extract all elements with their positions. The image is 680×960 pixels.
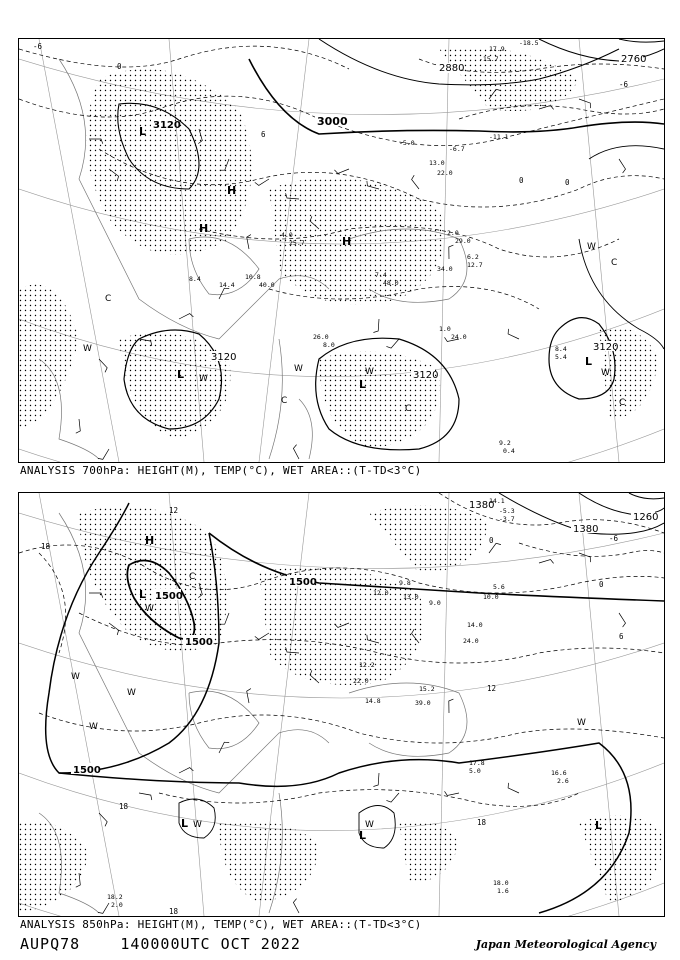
station-value: 5.6 bbox=[493, 583, 505, 591]
station-value: 2.0 bbox=[447, 229, 459, 237]
wind-barb bbox=[255, 633, 269, 639]
station-value: 22.0 bbox=[353, 677, 369, 685]
station-value: 24.0 bbox=[451, 333, 467, 341]
station-value: 12.0 bbox=[373, 589, 389, 597]
high-center: H bbox=[227, 184, 237, 197]
contour-label: 1500 bbox=[185, 637, 213, 648]
contour-label: 3120 bbox=[153, 120, 181, 131]
station-value: 14.4 bbox=[219, 281, 235, 289]
wind-barb bbox=[109, 623, 119, 635]
station-value: 14.8 bbox=[365, 697, 381, 705]
station-value: 16.6 bbox=[551, 769, 567, 777]
contour-label: 2880 bbox=[439, 63, 465, 74]
wind-barb bbox=[293, 445, 299, 459]
low-center: L bbox=[181, 817, 189, 830]
station-value: 40.0 bbox=[259, 281, 275, 289]
wind-barb bbox=[373, 773, 379, 787]
station-value: 9.8 bbox=[399, 579, 411, 587]
station-value: 10.8 bbox=[245, 273, 261, 281]
station-value: 14.0 bbox=[467, 621, 483, 629]
isotherm-label: 12 bbox=[169, 506, 179, 515]
station-value: 39.0 bbox=[415, 699, 431, 707]
warm-center: W bbox=[365, 820, 374, 830]
station-value: 8.0 bbox=[323, 341, 335, 349]
station-value: 34.0 bbox=[437, 265, 453, 273]
wind-barb bbox=[98, 903, 109, 913]
isotherm-label: -6 bbox=[609, 534, 619, 543]
station-value: 15.2 bbox=[419, 685, 435, 693]
wind-barb bbox=[445, 791, 460, 795]
isotherm-label: 0 bbox=[599, 580, 604, 589]
wind-barb bbox=[508, 329, 519, 339]
station-value: 13.0 bbox=[429, 159, 445, 167]
station-value: -5.0 bbox=[399, 139, 415, 147]
map-700hpa-svg bbox=[19, 39, 664, 462]
wind-barb bbox=[508, 783, 519, 793]
wind-barb bbox=[619, 613, 626, 627]
isotherm-label: 0 bbox=[489, 536, 494, 545]
isotherm-label: 18 bbox=[41, 542, 51, 551]
wind-barb bbox=[247, 689, 251, 703]
station-value: 4.0 bbox=[281, 231, 293, 239]
station-value: -6.7 bbox=[449, 145, 465, 153]
station-value: -15.7 bbox=[479, 55, 499, 63]
low-center: L bbox=[359, 378, 367, 391]
isotherm-label: -6 bbox=[33, 42, 43, 51]
station-value: 25.7 bbox=[289, 239, 305, 247]
wet-area bbox=[19, 505, 664, 913]
contour-label: 1500 bbox=[155, 591, 183, 602]
wind-barb bbox=[334, 169, 349, 174]
high-center: H bbox=[342, 235, 352, 248]
low-center: L bbox=[585, 355, 593, 368]
low-center: L bbox=[177, 368, 185, 381]
station-value: 14.1 bbox=[489, 497, 505, 505]
isotherm-label: -6 bbox=[619, 80, 629, 89]
cold-center: C bbox=[105, 294, 112, 304]
map-panel-850hpa bbox=[18, 492, 665, 917]
high-center: H bbox=[145, 534, 155, 547]
contour-label: 3120 bbox=[593, 342, 619, 353]
low-center: L bbox=[139, 125, 147, 138]
station-value: 1.0 bbox=[439, 325, 451, 333]
chart-identifier bbox=[20, 935, 301, 953]
station-value: 12.7 bbox=[467, 261, 483, 269]
low-center: L bbox=[359, 829, 367, 842]
wind-barb bbox=[386, 793, 399, 802]
station-value: 6.2 bbox=[467, 253, 479, 261]
station-value: 0.4 bbox=[503, 447, 515, 455]
station-value: 2.6 bbox=[557, 777, 569, 785]
isotherm-label: 18 bbox=[169, 907, 179, 916]
warm-center: W bbox=[127, 688, 136, 698]
chart-code: AUPQ78 bbox=[20, 935, 81, 953]
station-value: 13.0 bbox=[403, 593, 419, 601]
contour-label: 3000 bbox=[317, 115, 348, 128]
station-value: 8.4 bbox=[189, 275, 201, 283]
panel-caption-850: ANALYSIS 850hPa: HEIGHT(M), TEMP(°C), WET AREA::(T-TD<3°C) bbox=[20, 918, 422, 931]
wind-barb bbox=[412, 175, 419, 189]
cold-center: C bbox=[281, 396, 288, 406]
isotherm-label: 18 bbox=[119, 802, 129, 811]
wind-barb bbox=[139, 793, 152, 800]
contour-label: 1260 bbox=[633, 512, 659, 523]
station-value: 48.0 bbox=[383, 279, 399, 287]
wind-barb bbox=[619, 159, 626, 173]
station-value: 17.8 bbox=[469, 759, 485, 767]
warm-center: W bbox=[587, 242, 596, 252]
warm-center: W bbox=[601, 368, 610, 378]
wind-barb bbox=[99, 813, 107, 826]
contour-label: 1380 bbox=[469, 500, 495, 511]
station-value: 29.0 bbox=[455, 237, 471, 245]
wind-barb bbox=[373, 319, 379, 333]
contour-label: 1500 bbox=[73, 765, 101, 776]
wind-barb bbox=[449, 245, 454, 259]
station-value: 24.0 bbox=[463, 637, 479, 645]
station-value: -18.5 bbox=[519, 39, 539, 47]
warm-center: W bbox=[71, 672, 80, 682]
wind-barb bbox=[386, 339, 399, 348]
warm-center: W bbox=[365, 367, 374, 377]
isotherm-label: 18 bbox=[477, 818, 487, 827]
cold-center: C bbox=[405, 404, 412, 414]
warm-center: W bbox=[83, 344, 92, 354]
high-center: H bbox=[199, 222, 209, 235]
wind-barb bbox=[293, 899, 299, 913]
station-value: 18.0 bbox=[493, 879, 509, 887]
cold-center: C bbox=[611, 258, 618, 268]
station-value: 22.0 bbox=[437, 169, 453, 177]
station-value: 18.2 bbox=[107, 893, 123, 901]
agency-credit: Japan Meteorological Agency bbox=[475, 938, 656, 951]
isotherm-label: 12 bbox=[487, 684, 497, 693]
wind-barb bbox=[247, 235, 251, 249]
wind-barb bbox=[76, 419, 81, 433]
station-value: 1.6 bbox=[497, 887, 509, 895]
station-value: 12.2 bbox=[359, 661, 375, 669]
warm-center: W bbox=[294, 364, 303, 374]
station-value: 17.9 bbox=[489, 45, 505, 53]
station-value: -3.7 bbox=[499, 515, 515, 523]
contour-label: 1500 bbox=[289, 577, 317, 588]
station-value: 2.0 bbox=[111, 901, 123, 909]
warm-center: W bbox=[145, 604, 154, 614]
warm-center: W bbox=[89, 722, 98, 732]
contour-label: 2760 bbox=[621, 54, 647, 65]
station-value: 10.0 bbox=[483, 593, 499, 601]
station-value: 9.2 bbox=[499, 439, 511, 447]
station-value: 5.0 bbox=[469, 767, 481, 775]
station-value: -11.1 bbox=[489, 133, 509, 141]
panel-caption-700: ANALYSIS 700hPa: HEIGHT(M), TEMP(°C), WET AREA::(T-TD<3°C) bbox=[20, 464, 422, 477]
isotherm-label: 0 bbox=[519, 176, 524, 185]
station-value: -5.3 bbox=[499, 507, 515, 515]
wind-barb bbox=[539, 560, 554, 564]
station-value: 8.4 bbox=[555, 345, 567, 353]
contour-label: 3120 bbox=[211, 352, 237, 363]
wind-barb bbox=[449, 699, 454, 713]
warm-center: W bbox=[577, 718, 586, 728]
station-value: 26.0 bbox=[313, 333, 329, 341]
station-value: 7.4 bbox=[375, 271, 387, 279]
station-value: 9.0 bbox=[429, 599, 441, 607]
wind-barb bbox=[98, 449, 109, 459]
wind-barb bbox=[179, 314, 193, 319]
issue-time: 140000UTC OCT 2022 bbox=[120, 935, 301, 953]
contour-label: 3120 bbox=[413, 370, 439, 381]
wind-barb bbox=[255, 179, 269, 185]
contour-label: 1380 bbox=[573, 524, 599, 535]
low-center: L bbox=[595, 819, 603, 832]
wind-barb bbox=[99, 359, 107, 372]
map-850hpa-svg bbox=[19, 493, 664, 916]
low-center: L bbox=[139, 588, 147, 601]
station-value: 5.4 bbox=[555, 353, 567, 361]
cold-center: C bbox=[189, 572, 196, 582]
map-panel-700hpa bbox=[18, 38, 665, 463]
wind-barb bbox=[179, 768, 193, 773]
isotherm-label: 6 bbox=[619, 632, 624, 641]
wet-area bbox=[19, 47, 659, 449]
isotherm-label: 0 bbox=[565, 178, 570, 187]
warm-center: W bbox=[193, 820, 202, 830]
isotherm-label: 0 bbox=[117, 62, 122, 71]
cold-center: C bbox=[619, 398, 626, 408]
isotherm-label: 6 bbox=[261, 130, 266, 139]
warm-center: W bbox=[199, 374, 208, 384]
